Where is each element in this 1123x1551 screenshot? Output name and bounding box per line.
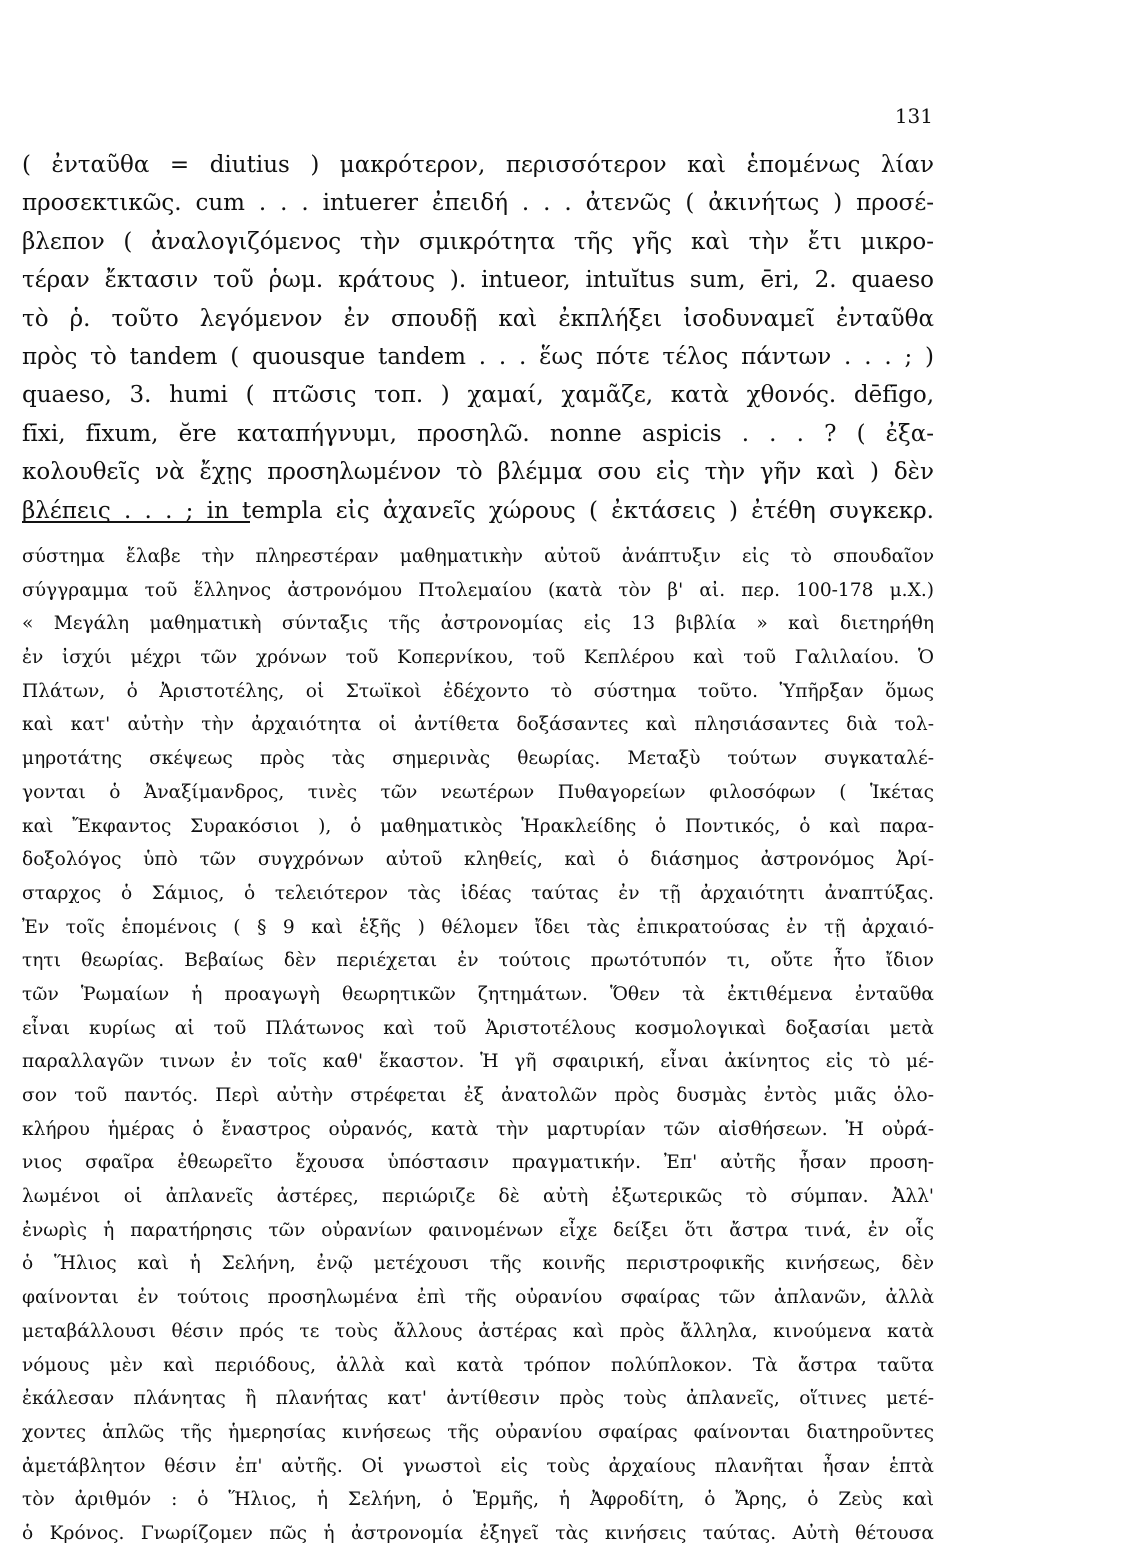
footnote-line: Πλάτων, ὁ Ἀριστοτέλης, οἱ Στωϊκοὶ ἐδέχοντο τὸ σύστημα τοῦτο. Ὑπῆρξαν ὅμως [22, 680, 934, 702]
footnote-line: νόμους μὲν καὶ περιόδους, ἀλλὰ καὶ κατὰ τρόπον πολύπλοκον. Τὰ ἄστρα ταῦτα [22, 1354, 934, 1376]
main-line: τὸ ῥ. τοῦτο λεγόμενον ἐν σπουδῇ καὶ ἐκπλήξει ἰσοδυναμεῖ ἐνταῦθα [22, 305, 934, 332]
footnote-line: τὸν ἀριθμόν : ὁ Ἥλιος, ἡ Σελήνη, ὁ Ἑρμῆς, ἡ Ἀφροδίτη, ὁ Ἄρης, ὁ Ζεὺς καὶ [22, 1489, 934, 1511]
footnote-line: τῶν Ῥωμαίων ἡ προαγωγὴ θεωρητικῶν ζητημάτων. Ὅθεν τὰ ἐκτιθέμενα ἐνταῦθα [22, 983, 934, 1005]
footnote-line: κλήρου ἡμέρας ὁ ἔναστρος οὐρανός, κατὰ τὴν μαρτυρίαν τῶν αἰσθήσεων. Ἡ οὐρά- [22, 1118, 934, 1140]
footnote-line: καὶ κατ' αὐτὴν τὴν ἀρχαιότητα οἱ ἀντίθετα δοξάσαντες καὶ πλησιάσαντες διὰ τολ- [22, 714, 934, 736]
footnote-line: μηροτάτης σκέψεως πρὸς τὰς σημερινὰς θεωρίας. Μεταξὺ τούτων συγκαταλέ- [22, 748, 934, 770]
footnote-line: καὶ Ἔκφαντος Συρακόσιοι ), ὁ μαθηματικὸς Ἡρακλείδης ὁ Ποντικός, ὁ καὶ παρα- [22, 815, 934, 837]
footnote-line: μεταβάλλουσι θέσιν πρός τε τοὺς ἄλλους ἀστέρας καὶ πρὸς ἄλληλα, κινούμενα κατὰ [22, 1320, 934, 1342]
main-line: fīxi, fīxum, ĕre καταπήγνυμι, προσηλῶ. nonne aspicis . . . ? ( ἐξα- [22, 420, 934, 447]
main-line: κολουθεῖς νὰ ἔχῃς προσηλωμένον τὸ βλέμμα σου εἰς τὴν γῆν καὶ ) δὲν [22, 459, 934, 486]
main-line: πρὸς τὸ tandem ( quousque tandem . . . ἕως πότε τέλος πάντων . . . ; ) [22, 343, 934, 370]
main-line: βλεπον ( ἀναλογιζόμενος τὴν σμικρότητα τῆς γῆς καὶ τὴν ἔτι μικρο- [22, 228, 934, 255]
footnote-line: ὁ Κρόνος. Γνωρίζομεν πῶς ἡ ἀστρονομία ἐξηγεῖ τὰς κινήσεις ταύτας. Αὐτὴ θέτουσα [22, 1522, 934, 1544]
main-text [22, 146, 934, 530]
main-line: βλέπεις . . . ; in templa εἰς ἀχανεῖς χώρους ( ἐκτάσεις ) ἐτέθη συγκεκρ. [22, 497, 934, 524]
footnote-text [22, 540, 934, 1551]
main-line: ( ἐνταῦθα = diutius ) μακρότερον, περισσότερον καὶ ἑπομένως λίαν [22, 152, 934, 178]
main-line: προσεκτικῶς. cum . . . intuerer ἐπειδή . . . ἀτενῶς ( ἀκινήτως ) προσέ- [22, 190, 934, 217]
footnote-line: δοξολόγος ὑπὸ τῶν συγχρόνων αὐτοῦ κληθείς, καὶ ὁ διάσημος ἀστρονόμος Ἀρί- [22, 849, 934, 871]
footnote-line: σύγγραμμα τοῦ ἕλληνος ἀστρονόμου Πτολεμαίου (κατὰ τὸν β' αἰ. περ. 100-178 μ.Χ.) [22, 579, 934, 601]
footnote-line: φαίνονται ἐν τούτοις προσηλωμένα ἐπὶ τῆς οὐρανίου σφαίρας τῶν ἀπλανῶν, ἀλλὰ [22, 1287, 934, 1309]
footnote-line: Ἐν τοῖς ἑπομένοις ( § 9 καὶ ἑξῆς ) θέλομεν ἴδει τὰς ἐπικρατούσας ἐν τῇ ἀρχαιό- [22, 916, 934, 938]
page-number: 131 [894, 104, 933, 128]
main-line: quaeso, 3. humi ( πτῶσις τοπ. ) χαμαί, χαμᾶζε, κατὰ χθονός. dēfīgo, [22, 382, 934, 409]
footnote-line: εἶναι κυρίως αἱ τοῦ Πλάτωνος καὶ τοῦ Ἀριστοτέλους κοσμολογικαὶ δοξασίαι μετὰ [22, 1017, 934, 1039]
footnote-line: λωμένοι οἱ ἀπλανεῖς ἀστέρες, περιώριζε δὲ αὐτὴ ἐξωτερικῶς τὸ σύμπαν. Ἀλλ' [22, 1186, 934, 1208]
footnote-line: σον τοῦ παντός. Περὶ αὐτὴν στρέφεται ἐξ ἀνατολῶν πρὸς δυσμὰς ἐντὸς μιᾶς ὁλο- [22, 1085, 934, 1106]
footnote-line: γονται ὁ Ἀναξίμανδρος, τινὲς τῶν νεωτέρων Πυθαγορείων φιλοσόφων ( Ἱκέτας [22, 781, 934, 803]
footnote-line: ἐνωρὶς ἡ παρατήρησις τῶν οὐρανίων φαινομένων εἶχε δείξει ὅτι ἄστρα τινά, ἐν οἷς [22, 1219, 934, 1241]
footnote-line: ὁ Ἥλιος καὶ ἡ Σελήνη, ἐνῷ μετέχουσι τῆς κοινῆς περιστροφικῆς κινήσεως, δὲν [22, 1253, 934, 1275]
main-line: τέραν ἔκτασιν τοῦ ῥωμ. κράτους ). intueor, intuĭtus sum, ēri, 2. quaeso [22, 267, 934, 294]
footnote-separator [22, 521, 250, 523]
footnote-line: ἐν ἰσχύι μέχρι τῶν χρόνων τοῦ Κοπερνίκου, τοῦ Κεπλέρου καὶ τοῦ Γαλιλαίου. Ὁ [22, 647, 934, 669]
footnote-line: σταρχος ὁ Σάμιος, ὁ τελειότερον τὰς ἰδέας ταύτας ἐν τῇ ἀρχαιότητι ἀναπτύξας. [22, 882, 934, 904]
footnote-line: ἐκάλεσαν πλάνητας ἢ πλανήτας κατ' ἀντίθεσιν πρὸς τοὺς ἀπλανεῖς, οἵτινες μετέ- [22, 1388, 934, 1410]
footnote-line: ἀμετάβλητον θέσιν ἐπ' αὐτῆς. Οἱ γνωστοὶ εἰς τοὺς ἀρχαίους πλανῆται ἦσαν ἑπτὰ [22, 1455, 934, 1477]
footnote-line: παραλλαγῶν τινων ἐν τοῖς καθ' ἕκαστον. Ἡ γῆ σφαιρική, εἶναι ἀκίνητος εἰς τὸ μέ- [22, 1051, 934, 1073]
footnote-line: χοντες ἁπλῶς τῆς ἡμερησίας κινήσεως τῆς οὐρανίου σφαίρας φαίνονται διατηροῦντες [22, 1421, 934, 1443]
footnote-line: τητι θεωρίας. Βεβαίως δὲν περιέχεται ἐν τούτοις πρωτότυπόν τι, οὔτε ἦτο ἴδιον [22, 950, 934, 972]
footnote-line: νιος σφαῖρα ἐθεωρεῖτο ἔχουσα ὑπόστασιν πραγματικήν. Ἐπ' αὐτῆς ἦσαν προση- [22, 1152, 934, 1174]
footnote-line: « Μεγάλη μαθηματικὴ σύνταξις τῆς ἀστρονομίας εἰς 13 βιβλία » καὶ διετηρήθη [22, 613, 934, 635]
footnote-line: σύστημα ἔλαβε τὴν πληρεστέραν μαθηματικὴν αὐτοῦ ἀνάπτυξιν εἰς τὸ σπουδαῖον [22, 546, 934, 567]
